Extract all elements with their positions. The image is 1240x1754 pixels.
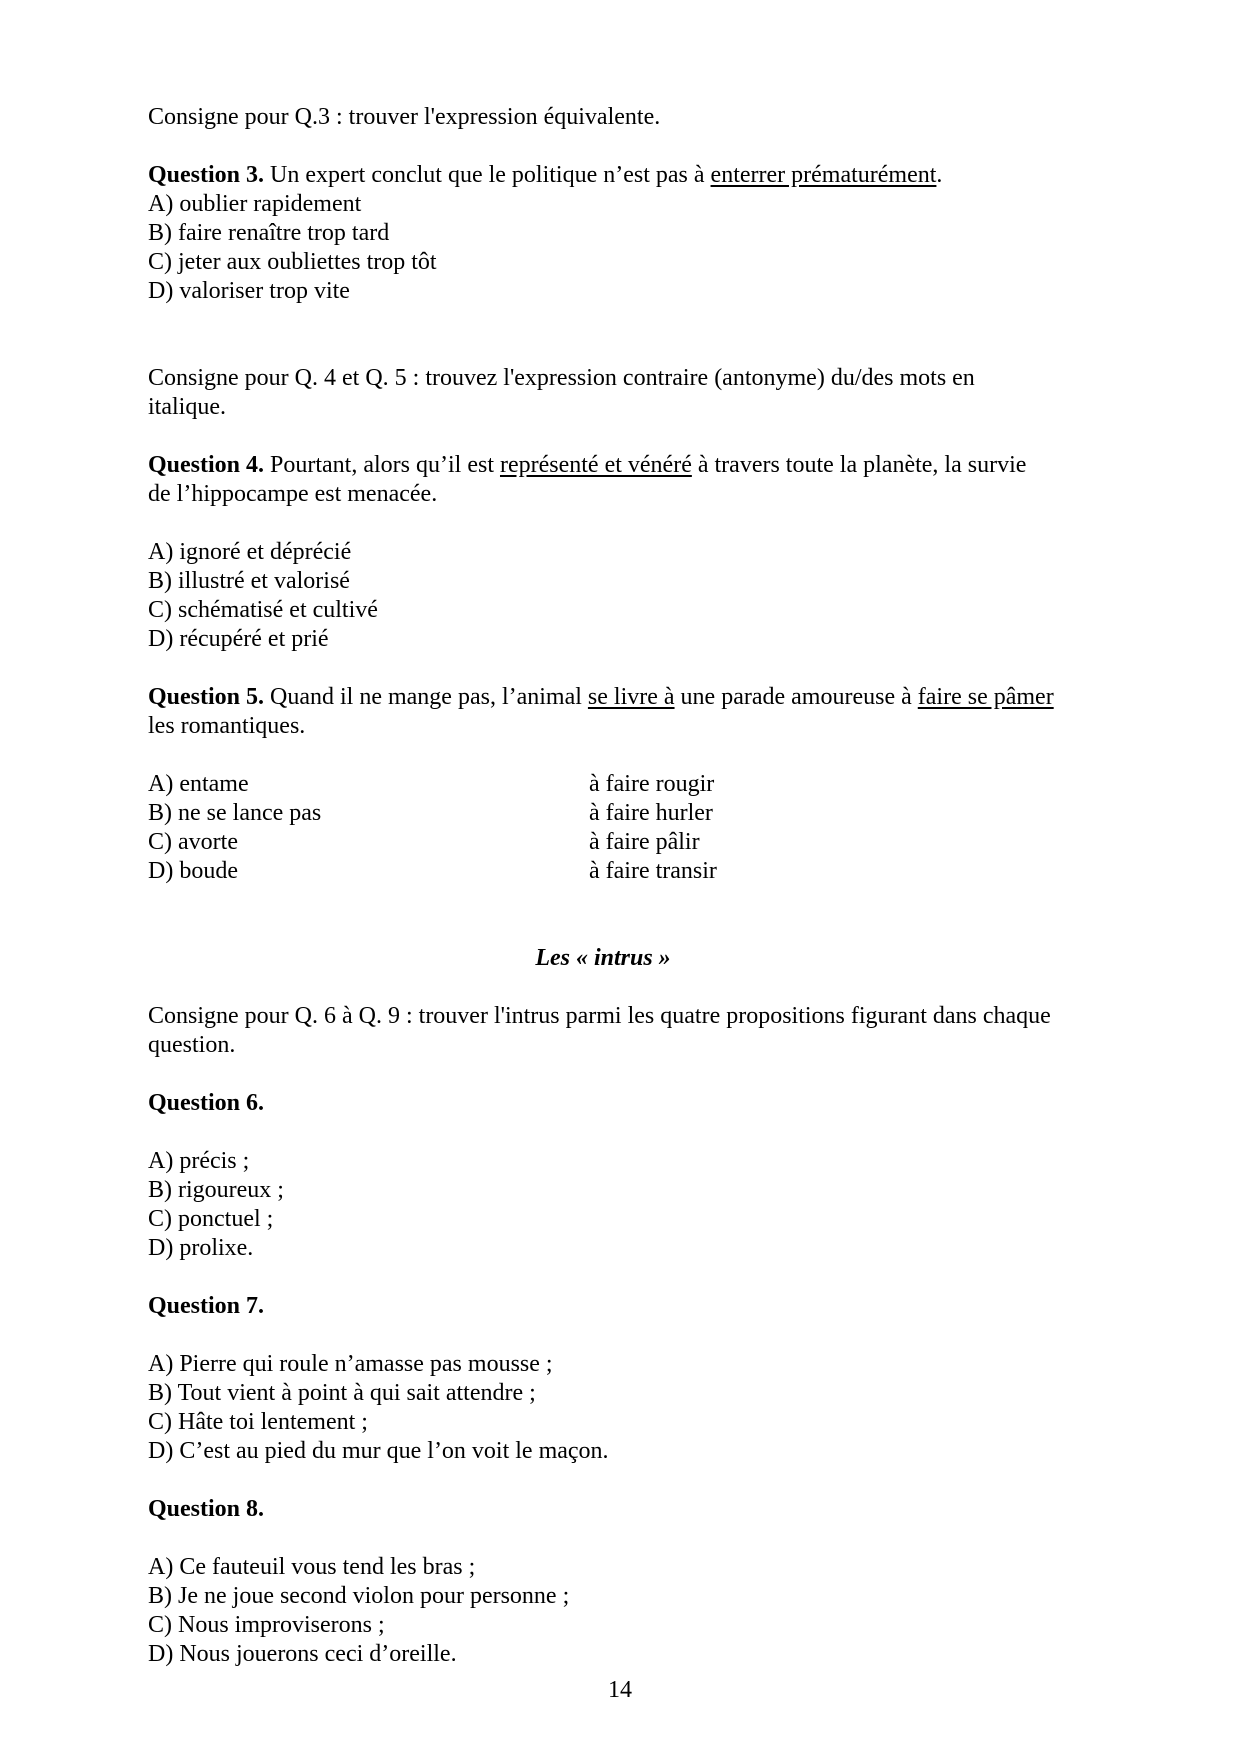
q4-option-c: C) schématisé et cultivé xyxy=(148,597,378,623)
page-number: 14 xyxy=(608,1677,632,1703)
q6-option-a: A) précis ; xyxy=(148,1148,250,1174)
q4-stem-line2: de l’hippocampe est menacée. xyxy=(148,481,438,507)
q4-title: Question 4. xyxy=(148,452,265,478)
q5-stem-underlined-1: se livre à xyxy=(587,684,675,710)
q45-instruction-line1: Consigne pour Q. 4 et Q. 5 : trouvez l'expression contraire (antonyme) du/des mots en xyxy=(148,365,975,391)
q5-stem xyxy=(148,683,1098,712)
q5-option-c: C) avorte xyxy=(148,829,238,855)
q3-title: Question 3. xyxy=(148,162,265,188)
q8-title: Question 8. xyxy=(148,1496,265,1522)
q5-title: Question 5. xyxy=(148,684,265,710)
q6-title: Question 6. xyxy=(148,1090,265,1116)
q5-option-d-second: à faire transir xyxy=(589,858,717,884)
q5-option-b: B) ne se lance pas xyxy=(148,800,322,826)
section-title: Les « intrus » xyxy=(535,945,671,971)
q3-instruction: Consigne pour Q.3 : trouver l'expression équivalente. xyxy=(148,104,661,130)
q7-option-a: A) Pierre qui roule n’amasse pas mousse ; xyxy=(148,1351,553,1377)
q4-option-d: D) récupéré et prié xyxy=(148,626,329,652)
q5-options xyxy=(148,770,1098,886)
q5-options-left xyxy=(148,770,589,886)
q5-stem-line2: les romantiques. xyxy=(148,713,306,739)
q5-option-c-second: à faire pâlir xyxy=(589,829,700,855)
q7-title: Question 7. xyxy=(148,1293,265,1319)
q3-option-d: D) valoriser trop vite xyxy=(148,278,350,304)
q3-stem-underlined: enterrer prématurément xyxy=(710,162,937,188)
q7-option-c: C) Hâte toi lentement ; xyxy=(148,1409,368,1435)
q6-option-c: C) ponctuel ; xyxy=(148,1206,274,1232)
q5-stem-middle: une parade amoureuse à xyxy=(674,684,918,710)
q3-option-c: C) jeter aux oubliettes trop tôt xyxy=(148,249,437,275)
q6-option-d: D) prolixe. xyxy=(148,1235,254,1261)
intrus-instruction-line1: Consigne pour Q. 6 à Q. 9 : trouver l'intrus parmi les quatre propositions figurant dans chaque xyxy=(148,1003,1051,1029)
q8-option-c: C) Nous improviserons ; xyxy=(148,1612,385,1638)
q3-option-a: A) oublier rapidement xyxy=(148,191,362,217)
q5-option-d: D) boude xyxy=(148,858,238,884)
q5-option-b-second: à faire hurler xyxy=(589,800,713,826)
q5-option-a: A) entame xyxy=(148,771,249,797)
q4-option-b: B) illustré et valorisé xyxy=(148,568,350,594)
q8-option-a: A) Ce fauteuil vous tend les bras ; xyxy=(148,1554,476,1580)
q8-option-d: D) Nous jouerons ceci d’oreille. xyxy=(148,1641,457,1667)
q6-option-b: B) rigoureux ; xyxy=(148,1177,284,1203)
q5-stem-underlined-2: faire se pâmer xyxy=(917,684,1054,710)
q7-option-d: D) C’est au pied du mur que l’on voit le maçon. xyxy=(148,1438,609,1464)
q3-stem-after: . xyxy=(936,162,943,188)
document-page xyxy=(148,103,1098,1669)
q8-option-b: B) Je ne joue second violon pour personne ; xyxy=(148,1583,570,1609)
q5-option-a-second: à faire rougir xyxy=(589,771,715,797)
q4-stem-after: à travers toute la planète, la survie xyxy=(691,452,1027,478)
q3-stem-before: Un expert conclut que le politique n’est pas à xyxy=(264,162,711,188)
q4-stem-before: Pourtant, alors qu’il est xyxy=(264,452,500,478)
q45-instruction-line2: italique. xyxy=(148,394,226,420)
q3-option-b: B) faire renaître trop tard xyxy=(148,220,390,246)
q7-option-b: B) Tout vient à point à qui sait attendre ; xyxy=(148,1380,536,1406)
q5-stem-before: Quand il ne mange pas, l’animal xyxy=(264,684,588,710)
q5-options-right xyxy=(589,770,1029,886)
intrus-instruction-line2: question. xyxy=(148,1032,236,1058)
q3-stem xyxy=(148,161,1098,190)
q4-stem xyxy=(148,451,1098,480)
q4-option-a: A) ignoré et déprécié xyxy=(148,539,352,565)
q4-stem-underlined: représenté et vénéré xyxy=(499,452,692,478)
